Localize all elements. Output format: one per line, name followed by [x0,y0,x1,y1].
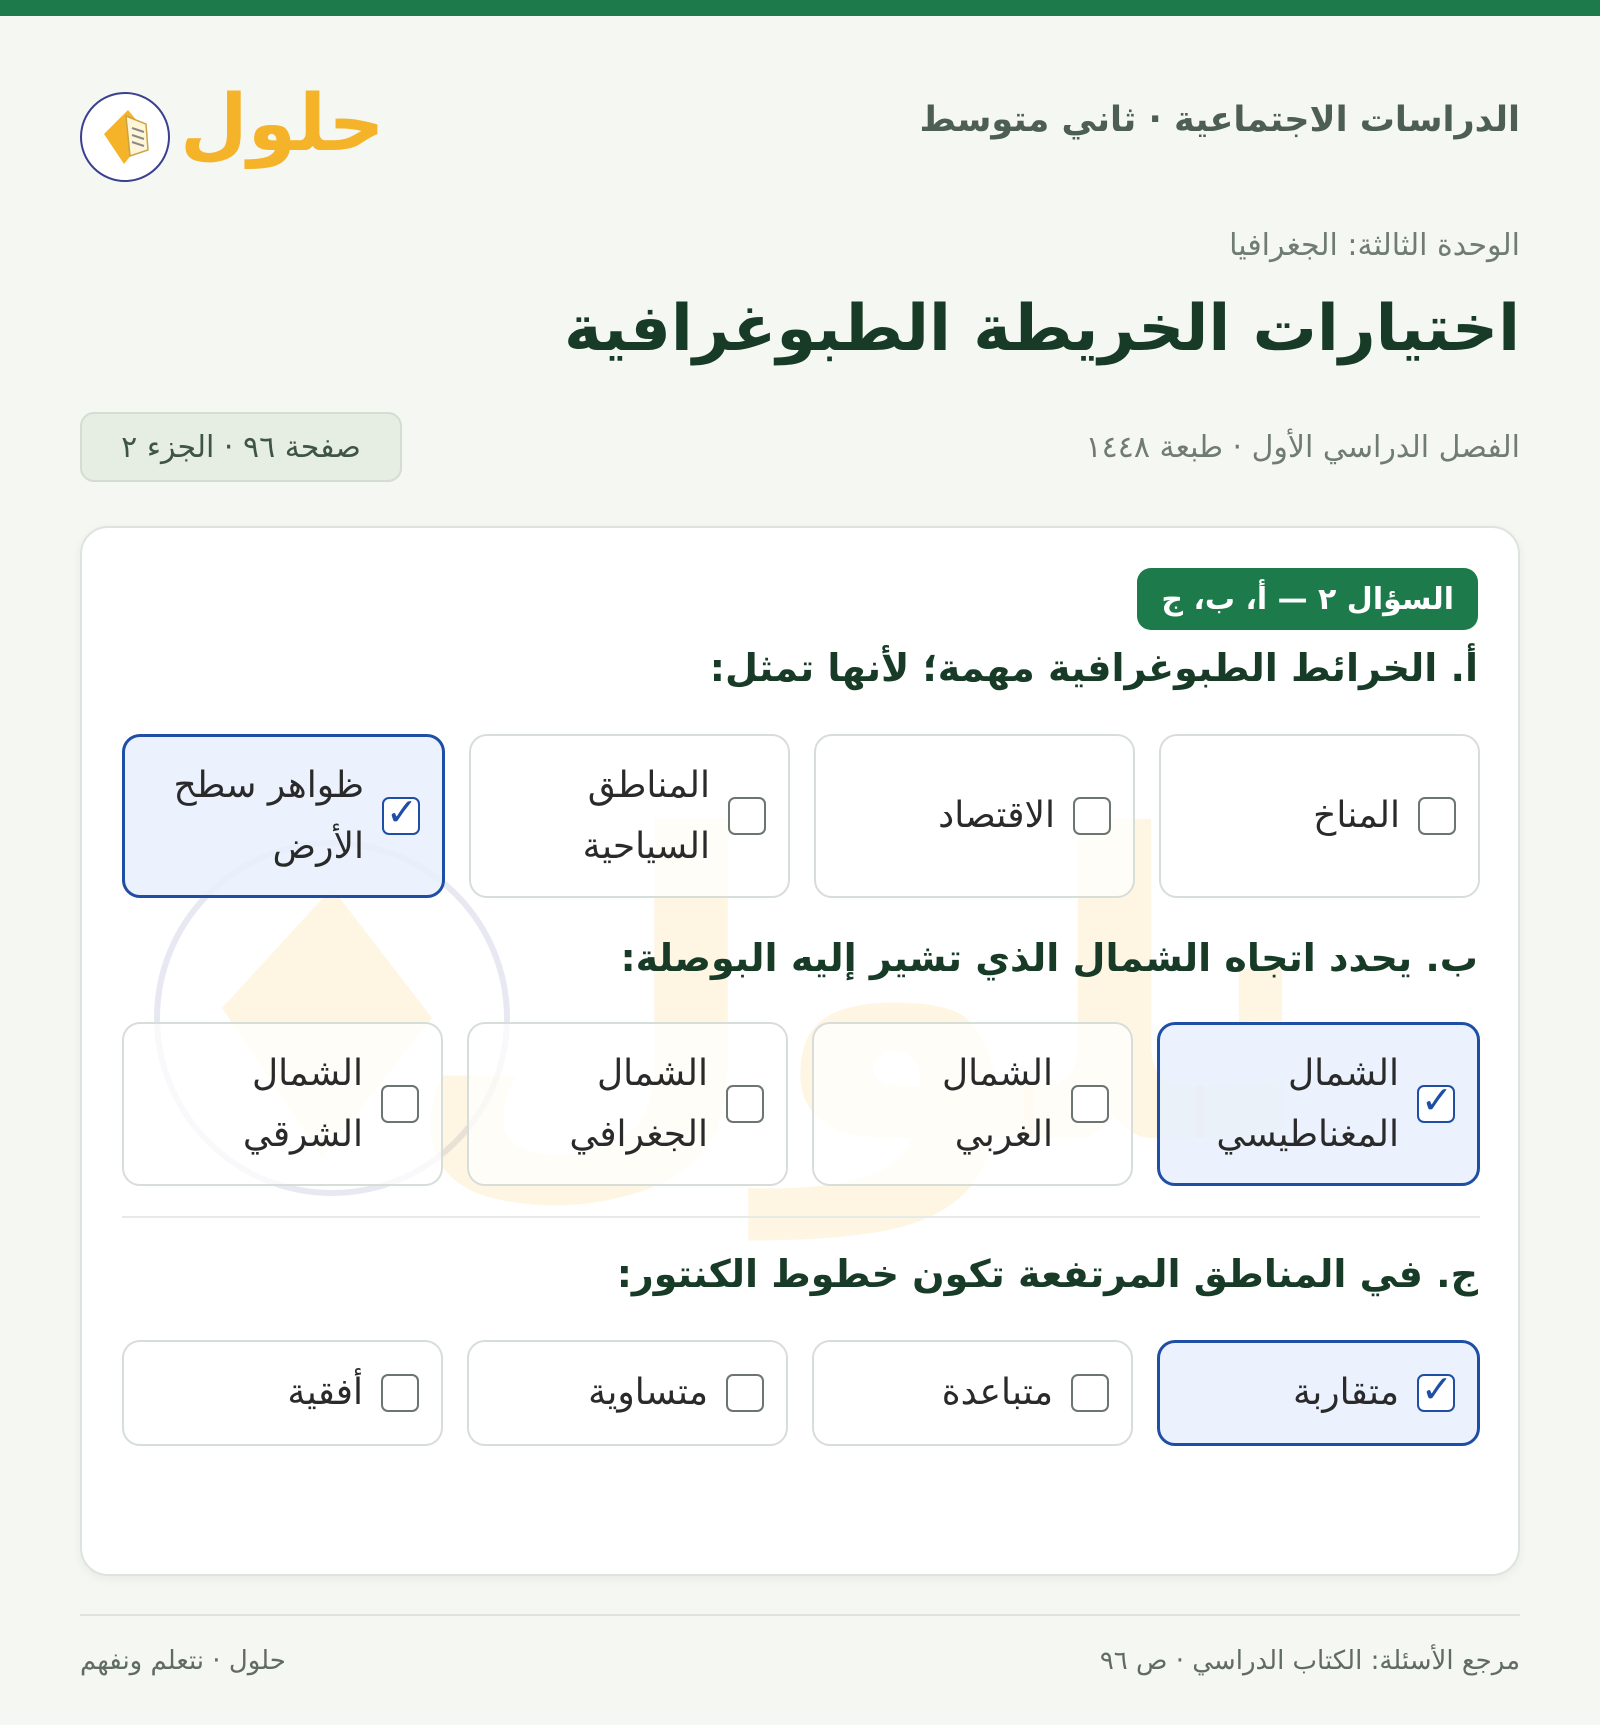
checkbox-empty-icon[interactable] [381,1085,419,1123]
option-b-1[interactable] [1157,1022,1480,1186]
book-logo-icon [80,92,170,182]
options-a [122,734,1480,898]
option-c-2[interactable] [812,1340,1133,1446]
question-a: أ. الخرائط الطبوغرافية مهمة؛ لأنها تمثل: [709,646,1478,690]
check-icon: ✓ [1421,1078,1453,1122]
option-label: ظواهر سطح الأرض [173,764,364,867]
top-accent-bar [0,0,1600,16]
option-label: متقاربة [1292,1372,1399,1414]
divider [122,1216,1480,1218]
page-chip: صفحة ٩٦ · الجزء ٢ [80,412,402,482]
option-label: المناطق السياحية [582,764,710,867]
logo-text: حلول [180,79,385,169]
checkbox-empty-icon[interactable] [728,797,766,835]
option-a-1[interactable] [1159,734,1480,898]
option-label: الشمال الجغرافي [569,1052,708,1155]
watermark-text: لول [401,778,1201,1238]
option-label: متساوية [588,1372,708,1414]
checkbox-empty-icon[interactable] [1071,1085,1109,1123]
option-c-3[interactable] [467,1340,788,1446]
option-label: الاقتصاد [938,795,1055,837]
question-c: ج. في المناطق المرتفعة تكون خطوط الكنتور: [616,1252,1478,1296]
checkbox-empty-icon[interactable] [726,1374,764,1412]
unit-label: الوحدة الثالثة: الجغرافيا [1229,228,1520,263]
option-label: متباعدة [941,1372,1053,1414]
options-c [122,1340,1480,1446]
question-card [80,526,1520,1576]
option-c-4[interactable] [122,1340,443,1446]
option-a-3[interactable] [469,734,790,898]
page-title: اختيارات الخريطة الطبوغرافية [564,292,1520,366]
option-a-4[interactable] [122,734,445,898]
option-a-2[interactable] [814,734,1135,898]
option-c-1[interactable] [1157,1340,1480,1446]
checkbox-checked[interactable] [1417,1078,1455,1123]
checkbox-checked[interactable] [1417,1367,1455,1412]
checkbox-empty-icon[interactable] [381,1374,419,1412]
header [80,64,1520,184]
option-b-3[interactable] [467,1022,788,1186]
checkbox-checked[interactable] [382,790,420,835]
option-label: الشمال الشرقي [242,1052,363,1155]
option-label: أفقية [287,1372,363,1414]
footer-brand: حلول · نتعلم ونفهم [80,1646,286,1676]
option-label: الشمال الغربي [941,1052,1053,1155]
option-label: الشمال المغناطيسي [1216,1052,1399,1155]
footer-reference: مرجع الأسئلة: الكتاب الدراسي · ص ٩٦ [1099,1646,1520,1676]
checkbox-empty-icon[interactable] [726,1085,764,1123]
subject-title: الدراسات الاجتماعية · ثاني متوسط [919,100,1520,140]
semester-info: الفصل الدراسي الأول · طبعة ١٤٤٨ [1085,430,1520,465]
option-label: المناخ [1313,795,1400,837]
logo[interactable] [80,68,385,180]
footer-divider [80,1614,1520,1616]
checkbox-empty-icon[interactable] [1418,797,1456,835]
question-b: ب. يحدد اتجاه الشمال الذي تشير إليه البوصلة: [620,936,1478,980]
checkbox-empty-icon[interactable] [1071,1374,1109,1412]
check-icon: ✓ [386,790,418,834]
option-b-2[interactable] [812,1022,1133,1186]
option-b-4[interactable] [122,1022,443,1186]
question-badge: السؤال ٢ — أ، ب، ج [1137,568,1478,630]
checkbox-empty-icon[interactable] [1073,797,1111,835]
check-icon: ✓ [1421,1367,1453,1411]
options-b [122,1022,1480,1186]
